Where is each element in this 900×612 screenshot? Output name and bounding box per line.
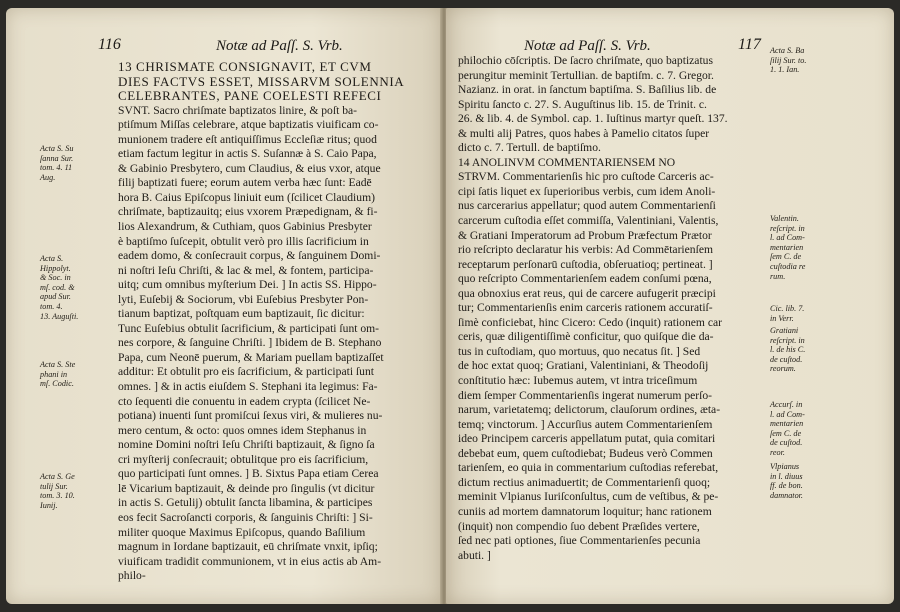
margin-line: in Verr. bbox=[770, 313, 794, 323]
text-line: uitq; cum omnibus myſterium Dei. ] In actis SS. Hippo- bbox=[118, 278, 377, 292]
margin-line: de cuſtod. bbox=[770, 354, 803, 364]
margin-line: tom. 4. bbox=[40, 301, 63, 311]
text-line: (inquit) non compendio ſuo debent Præſides vertere, bbox=[458, 519, 700, 533]
margin-note bbox=[770, 214, 840, 281]
margin-line: Accurſ. in bbox=[770, 400, 803, 409]
text-line: & Gratiani Imperatorum ad Probum Præfectum Prætor bbox=[458, 228, 712, 242]
margin-line: ſanna Sur. bbox=[40, 153, 74, 163]
margin-line: apud Sur. bbox=[40, 292, 71, 302]
margin-line: reorum. bbox=[770, 364, 796, 374]
page-number: 117 bbox=[738, 36, 761, 53]
margin-line: tom. 4. 11 bbox=[40, 163, 73, 173]
text-line: cto ſequenti die conuentu in eadem crypta (ſcilicet Ne- bbox=[118, 394, 371, 408]
text-line: ptiſmum Miſſas celebrare, atque baptizatis viuificam co- bbox=[118, 118, 379, 132]
text-line: omnes. ] & in actis eiuſdem S. Stephani ita legimus: Fa- bbox=[118, 380, 378, 394]
text-line: qua obnoxius erat reus, qui de carcere aufugerit præcipi bbox=[458, 286, 716, 300]
text-line: ſimè conficiebat, hinc Cicero: Cedo (inquit) rationem car bbox=[458, 315, 722, 329]
margin-line: ſem C. de bbox=[770, 428, 802, 438]
margin-line: phani in bbox=[40, 369, 68, 379]
margin-line: Vlpianus bbox=[770, 462, 800, 471]
margin-note bbox=[40, 254, 114, 321]
text-line: viuificam tradidit communionem, vt in eius actis ab Am- bbox=[118, 554, 382, 568]
text-line: ceris, quæ diligentiſſimè conficitur, quo quiſque die da- bbox=[458, 330, 714, 344]
text-line: quo participati ſunt omnes. ] B. Sixtus Papa etiam Cerea bbox=[118, 467, 379, 481]
margin-line: cuſtodia re bbox=[770, 261, 806, 271]
text-line: tarienſem, eo quia in commentarium cuſtodias referebat, bbox=[458, 461, 719, 475]
text-line: cipi ſatis liquet ex ſuperioribus verbis, cum idem Anoli- bbox=[458, 184, 716, 198]
margin-line: ſem C. de bbox=[770, 252, 802, 262]
right-page bbox=[446, 8, 894, 604]
margin-line: Aug. bbox=[40, 172, 56, 182]
margin-line: reor. bbox=[770, 447, 785, 457]
text-line: CELEBRANTES, PANE COELESTI REFECI bbox=[118, 89, 382, 104]
margin-line: Acta S. Ge bbox=[40, 472, 75, 481]
margin-line: Iunij. bbox=[40, 500, 58, 510]
text-line: diem ſemper Commentarienſis ingerat numerum perſo- bbox=[458, 388, 713, 402]
text-line: carcerum cuſtodia eſſet commiſſa, Valentiniani, Valentis, bbox=[458, 214, 719, 228]
text-line: 26. & lib. 4. de Symbol. cap. 1. Iuſtinus martyr queſt. 137. bbox=[458, 112, 728, 126]
text-line: conſtitutio hæc: Iubemus autem, vt intra triceſimum bbox=[458, 374, 698, 388]
text-line: tianum baptizat, poſtquam eum baptizauit, ſic dicitur: bbox=[118, 307, 365, 321]
margin-note bbox=[770, 304, 840, 323]
margin-note bbox=[770, 400, 840, 458]
text-line: lios Alexandrum, & Cuthiam, quos Gabinius Presbyter bbox=[118, 220, 372, 234]
left-page bbox=[6, 8, 442, 604]
text-line: è baptiſmo ſuſcepit, obtulit verò pro illis ſacrificium in bbox=[118, 234, 369, 248]
margin-line: 13. Auguſti. bbox=[40, 311, 79, 321]
margin-line: tulij Sur. bbox=[40, 481, 68, 491]
text-line: philo- bbox=[118, 569, 146, 583]
text-line: militer quoque Maximus Epiſcopus, quando Baſilium bbox=[118, 525, 366, 539]
margin-line: rum. bbox=[770, 271, 786, 281]
margin-line: Gratiani bbox=[770, 326, 799, 335]
margin-note bbox=[770, 462, 840, 500]
text-line: & multi alij Patres, quos habes à Pamelio citatos ſuper bbox=[458, 126, 710, 140]
margin-line: Acta S. bbox=[40, 254, 64, 263]
margin-note bbox=[40, 360, 114, 389]
text-line: ideo Principem carceris appellatum putat, quia comitari bbox=[458, 432, 716, 446]
text-line: 13 CHRISMATE CONSIGNAVIT, ET CVM bbox=[118, 60, 372, 74]
margin-note bbox=[770, 46, 840, 75]
text-line: STRVM. Commentarienſis hic pro cuſtode Carceris ac- bbox=[458, 170, 714, 184]
text-line: eadem domo, & conſecrauit corpus, & ſanguinem Domi- bbox=[118, 249, 381, 263]
text-line: ni noſtri Ieſu Chriſti, & lac & mel, & fontem, participa- bbox=[118, 263, 374, 277]
margin-line: reſcript. in bbox=[770, 223, 805, 233]
page-body bbox=[118, 60, 436, 584]
text-line: ſed nec pati optiones, ſiue Commentarienſes pecunia bbox=[458, 534, 701, 548]
text-line: rio reſcripto declaratur his verbis: Ad Commētarienſem bbox=[458, 243, 713, 257]
text-line: temq; vinctorum. ] Accurſius autem Commentarienſem bbox=[458, 417, 713, 431]
text-line: dictum rectius animaduertit; de Commentarienſi quoq; bbox=[458, 475, 711, 489]
text-line: tus in cuſtodiam, quo mortuus, quo necatus ſit. ] Sed bbox=[458, 344, 701, 358]
text-line: lyti, Euſebij & Sociorum, vbi Euſebius Presbyter Pon- bbox=[118, 292, 369, 306]
margin-line: ff. de bon. bbox=[770, 481, 803, 491]
running-head: Notæ ad Paſſ. S. Vrb. bbox=[216, 38, 343, 54]
margin-line: reſcript. in bbox=[770, 335, 805, 345]
text-line: meminit Vlpianus Iuriſconſultus, cum de veſtibus, & pe- bbox=[458, 490, 719, 504]
margin-line: tom. 3. 10. bbox=[40, 491, 75, 501]
text-line: Nazianz. in orat. in ſanctum baptiſma. S. Baſilius lib. de bbox=[458, 83, 717, 97]
text-line: abuti. ] bbox=[458, 548, 491, 562]
margin-line: l. ad Com- bbox=[770, 409, 805, 419]
text-line: filij baptizati fuere; eorum autem verba hæc ſunt: Eadē bbox=[118, 176, 372, 190]
text-line: 14 ANOLINVM COMMENTARIENSEM NO bbox=[458, 155, 676, 169]
margin-line: Cic. lib. 7. bbox=[770, 304, 805, 313]
text-line: mero centum, & octo: quos omnes idem Stephanus in bbox=[118, 423, 367, 437]
margin-line: Hippolyt. bbox=[40, 263, 71, 273]
margin-line: mſ. Codic. bbox=[40, 379, 74, 389]
margin-line: l. ad Com- bbox=[770, 233, 805, 243]
text-line: magnum in Iordane baptizauit, eū chriſmate vnxit, ipſiq; bbox=[118, 540, 378, 554]
margin-line: 1. 1. Ian. bbox=[770, 65, 800, 75]
text-line: cuniis ad mortem damnatorum loquitur; hanc rationem bbox=[458, 504, 712, 518]
text-line: eos fecit Sacroſancti corporis, & ſanguinis Chriſti: ] Si- bbox=[118, 510, 373, 524]
text-line: tur; Commentarienſis enim carceris rationem accuratiſ- bbox=[458, 301, 713, 315]
text-line: potiana) inuenti ſunt promiſcui ſexus viri, & mulieres nu- bbox=[118, 409, 383, 423]
margin-note bbox=[770, 326, 840, 374]
text-line: etiam factum legitur in actis S. Suſannæ à S. Caio Papa, bbox=[118, 147, 377, 161]
margin-line: Valentin. bbox=[770, 214, 799, 223]
text-line: nomine Domini noſtri Ieſu Chriſti baptizauit, & ſigno ſa bbox=[118, 438, 375, 452]
margin-line: Acta S. Ste bbox=[40, 360, 76, 369]
margin-line: ſilij Sur. to. bbox=[770, 55, 807, 65]
text-line: quo reſcripto Commentarienſem eadem conſumi pœna, bbox=[458, 272, 712, 286]
margin-line: mentarien bbox=[770, 419, 804, 429]
text-line: debebat eum, quem cuſtodiebat; Budeus verò Commen bbox=[458, 446, 713, 460]
margin-note bbox=[40, 472, 114, 510]
margin-line: damnator. bbox=[770, 490, 803, 500]
margin-line: mſ. cod. & bbox=[40, 282, 75, 292]
margin-line: Acta S. Su bbox=[40, 144, 74, 153]
text-line: de hoc extat quoq; Gratiani, Valentiniani, & Theodoſij bbox=[458, 359, 709, 373]
margin-note bbox=[40, 144, 114, 182]
text-line: DIES FACTVS ESSET, MISSARVM SOLENNIA bbox=[118, 74, 405, 89]
margin-line: & Soc. in bbox=[40, 273, 71, 283]
margin-line: l. de his C. bbox=[770, 345, 806, 355]
text-line: Tunc Euſebius obtulit ſacrificium, & participati ſunt om- bbox=[118, 321, 380, 335]
text-line: perungitur meminit Tertullian. de baptiſm. c. 7. Gregor. bbox=[458, 68, 714, 82]
text-line: SVNT. Sacro chriſmate baptizatos linire, & poſt ba- bbox=[118, 103, 358, 117]
text-line: Papa, cum Neonē puerum, & Mariam puellam baptizaſſet bbox=[118, 350, 384, 364]
text-line: additur: Et obtulit pro eis ſacrificium, & participati ſunt bbox=[118, 365, 374, 379]
margin-line: Acta S. Ba bbox=[770, 46, 805, 55]
text-line: cri myſterij conſecrauit; obtulitque pro eis ſacrificium, bbox=[118, 452, 369, 466]
text-line: & Gabinio Presbytero, cum Claudius, & eius vxor, atque bbox=[118, 161, 381, 175]
margin-line: de cuſtod. bbox=[770, 438, 803, 448]
text-line: in actis S. Getulij) obtulit ſancta libamina, & participes bbox=[118, 496, 373, 510]
text-line: nes corpore, & ſanguine Chriſti. ] Ibidem de B. Stephano bbox=[118, 336, 382, 350]
text-line: nus carcerarius appellatur; quod autem Commentarienſi bbox=[458, 199, 716, 213]
margin-line: in l. diuus bbox=[770, 471, 803, 481]
text-line: munionem tradere eſt antiquiſſimus Eccleſiæ ritus; quod bbox=[118, 132, 377, 146]
running-head: Notæ ad Paſſ. S. Vrb. bbox=[524, 38, 651, 54]
text-line: narum, varietatemq; delictorum, clauſorum ordines, æta- bbox=[458, 403, 721, 417]
page-body bbox=[458, 54, 768, 563]
text-line: hora B. Caius Epiſcopus liniuit eum (ſcilicet Claudium) bbox=[118, 190, 375, 204]
text-line: philochio cōſcriptis. De ſacro chriſmate, quo baptizatus bbox=[458, 54, 713, 67]
text-line: Spiritu ſancto c. 27. S. Auguſtinus lib. 15. de Trinit. c. bbox=[458, 97, 707, 111]
margin-line: mentarien bbox=[770, 242, 804, 252]
text-line: receptarum perſonarū cuſtodia, obſeruatioq; pertineat. ] bbox=[458, 257, 713, 271]
text-line: chriſmate, baptizauitq; eius vxorem Præpedignam, & fi- bbox=[118, 205, 378, 219]
text-line: lē Vicarium baptizauit, & deinde pro ſingulis (vt dicitur bbox=[118, 481, 375, 495]
text-line: dicto c. 7. Tertull. de baptiſmo. bbox=[458, 141, 601, 155]
page-number: 116 bbox=[98, 36, 121, 53]
